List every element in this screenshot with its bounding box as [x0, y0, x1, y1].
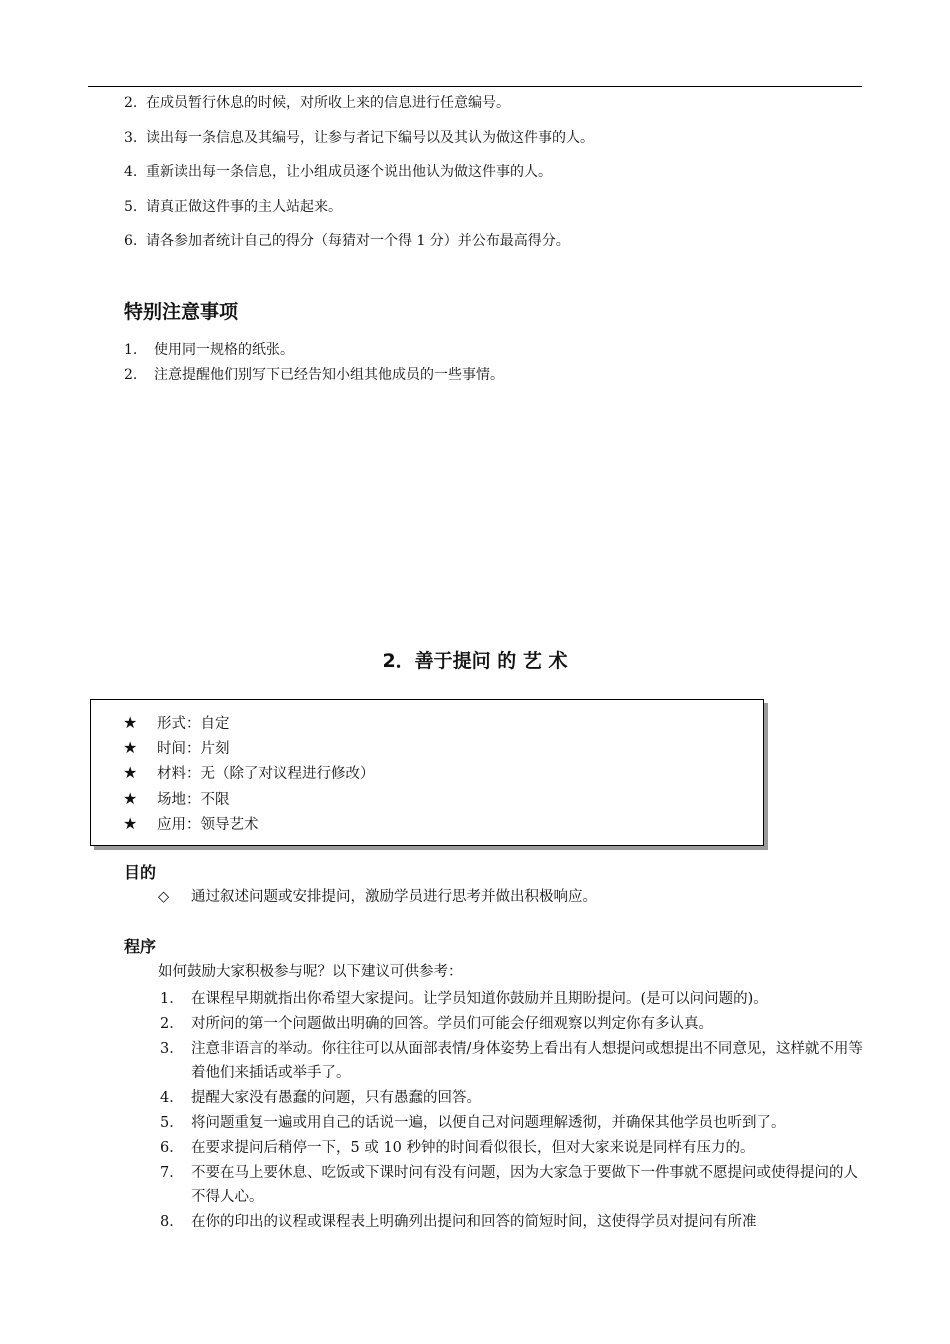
list-item	[160, 1161, 870, 1211]
info-item	[123, 763, 375, 783]
item-text: 将问题重复一遍或用自己的话说一遍，以便自己对问题理解透彻，并确保其他学员也听到了。	[191, 1114, 786, 1131]
list-item	[124, 231, 594, 251]
item-text: 在课程早期就指出你希望大家提问。让学员知道你鼓励并且期盼提问。(是可以问问题的)。	[191, 991, 768, 1007]
item-number: 5．	[160, 1114, 184, 1131]
procedure-intro: 如何鼓励大家积极参与呢？以下建议可供参考：	[158, 964, 463, 980]
purpose-item	[158, 887, 597, 907]
procedure-list	[160, 987, 870, 1235]
star-icon: ★	[123, 738, 138, 758]
item-text: 对所问的第一个问题做出明确的回答。学员们可能会仔细观察以判定你有多认真。	[191, 1015, 713, 1032]
procedure-heading: 程序	[124, 937, 157, 956]
item-text: 请各参加者统计自己的得分（每猜对一个得 1 分）并公布最高得分。	[146, 233, 570, 249]
steps-list-continued	[124, 93, 594, 266]
notes-heading: 特别注意事项	[124, 301, 239, 323]
info-box	[90, 699, 764, 846]
list-item	[160, 1210, 870, 1235]
item-number: 2．	[160, 1015, 184, 1032]
item-number: 5.	[124, 198, 138, 215]
item-number: 2.	[124, 95, 138, 111]
item-number: 6．	[160, 1139, 184, 1156]
item-text: 在要求提问后稍停一下，5 或 10 秒钟的时间看似很长，但对大家来说是同样有压力的。	[191, 1139, 755, 1156]
info-text: 材料：无（除了对议程进行修改）	[157, 766, 375, 783]
item-text: 提醒大家没有愚蠢的问题，只有愚蠢的回答。	[191, 1090, 481, 1107]
item-number: 4.	[124, 164, 138, 180]
list-item	[124, 340, 504, 360]
header-rule	[88, 86, 862, 87]
list-item	[160, 1086, 870, 1111]
info-text: 应用：领导艺术	[157, 816, 259, 833]
info-text: 场地：不限	[157, 791, 230, 808]
item-number: 8．	[160, 1214, 184, 1231]
item-number: 4．	[160, 1090, 184, 1107]
diamond-icon: ◇	[158, 889, 170, 905]
item-text: 注意提醒他们别写下已经告知小组其他成员的一些事情。	[154, 367, 504, 383]
info-text: 形式：自定	[157, 716, 230, 732]
item-text: 注意非语言的举动。你往往可以从面部表情/身体姿势上看出有人想提问或想提出不同意见，这样就不用等着他们来插话或举手了。	[191, 1040, 863, 1082]
info-item	[123, 738, 375, 758]
item-number: 1.	[124, 342, 138, 358]
section-title: 2．善于提问 的 艺 术	[382, 650, 568, 672]
list-item	[160, 1136, 870, 1161]
item-number: 1．	[160, 991, 184, 1007]
list-item	[124, 197, 594, 217]
item-number: 2.	[124, 367, 138, 383]
item-text: 不要在马上要休息、吃饭或下课时问有没有问题，因为大家急于要做下一件事就不愿提问或使得提问的人不得人心。	[191, 1164, 858, 1206]
item-text: 读出每一条信息及其编号，让参与者记下编号以及其认为做这件事的人。	[146, 129, 594, 146]
item-text: 在成员暂行休息的时候，对所收上来的信息进行任意编号。	[146, 95, 510, 111]
list-item	[160, 1037, 870, 1087]
item-number: 3．	[160, 1040, 184, 1057]
info-item	[123, 814, 375, 834]
star-icon: ★	[123, 788, 138, 808]
list-item	[124, 93, 594, 113]
star-icon: ★	[123, 813, 138, 833]
purpose-heading: 目的	[124, 863, 157, 882]
list-item	[160, 987, 870, 1012]
item-number: 7．	[160, 1164, 184, 1181]
list-item	[124, 162, 594, 182]
info-list	[123, 713, 375, 839]
item-text: 重新读出每一条信息，让小组成员逐个说出他认为做这件事的人。	[146, 164, 552, 180]
item-text: 请真正做这件事的主人站起来。	[146, 198, 342, 215]
item-text: 使用同一规格的纸张。	[154, 342, 294, 358]
purpose-text: 通过叙述问题或安排提问，激励学员进行思考并做出积极响应。	[191, 889, 597, 905]
item-number: 3.	[124, 129, 138, 146]
item-number: 6.	[124, 233, 138, 249]
list-item	[124, 365, 504, 385]
info-item	[123, 713, 375, 733]
star-icon: ★	[123, 763, 138, 783]
list-item	[124, 128, 594, 148]
info-text: 时间：片刻	[157, 741, 230, 758]
notes-list	[124, 340, 504, 390]
item-text: 在你的印出的议程或课程表上明确列出提问和回答的简短时间，这使得学员对提问有所准	[191, 1214, 757, 1231]
list-item	[160, 1012, 870, 1037]
info-item	[123, 789, 375, 809]
star-icon: ★	[123, 713, 138, 732]
list-item	[160, 1111, 870, 1136]
